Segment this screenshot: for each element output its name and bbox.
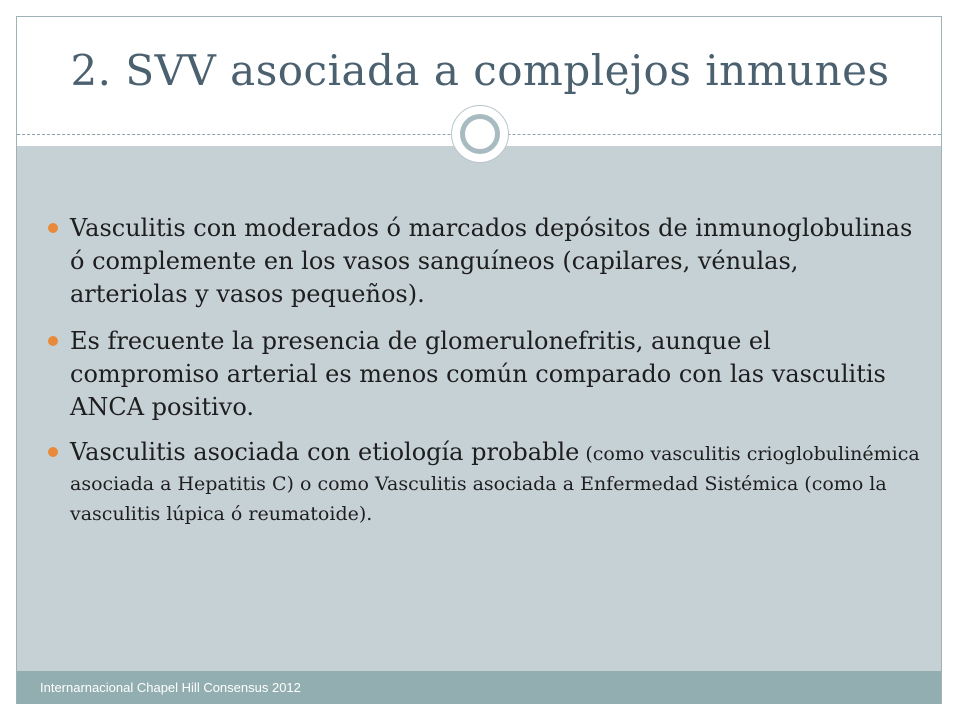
bullet-text-2: Es frecuente la presencia de glomerulonefritis, aunque el compromiso arterial es menos común comparado con las vasculitis ANCA positivo. — [70, 327, 886, 421]
bullet-item-1 — [48, 212, 920, 311]
bullet-dot-icon — [48, 447, 58, 457]
footer-text: Internarnacional Chapel Hill Consensus 2012 — [40, 680, 301, 695]
bullet-dot-icon — [48, 223, 58, 233]
slide-title: 2. SVV asociada a complejos inmunes — [70, 46, 890, 95]
bullet-list — [48, 212, 920, 542]
bullet-item-2 — [48, 325, 920, 424]
bullet-item-3 — [48, 438, 920, 528]
bullet-text-3-lead: Vasculitis asociada con etiología probable — [70, 438, 580, 466]
bullet-text-3-detail: (como vasculitis crioglobulinémica asociada a Hepatitis C) o como Vasculitis asociada a Enfermedad Sistémica (como la vasculitis lúpica ó reumatoide). — [70, 443, 920, 525]
bullet-dot-icon — [48, 336, 58, 346]
decorative-ring-inner-icon — [460, 114, 500, 154]
bullet-text-1: Vasculitis con moderados ó marcados depósitos de inmunoglobulinas ó complemente en los vasos sanguíneos (capilares, vénulas, arteriolas y vasos pequeños). — [70, 214, 913, 308]
